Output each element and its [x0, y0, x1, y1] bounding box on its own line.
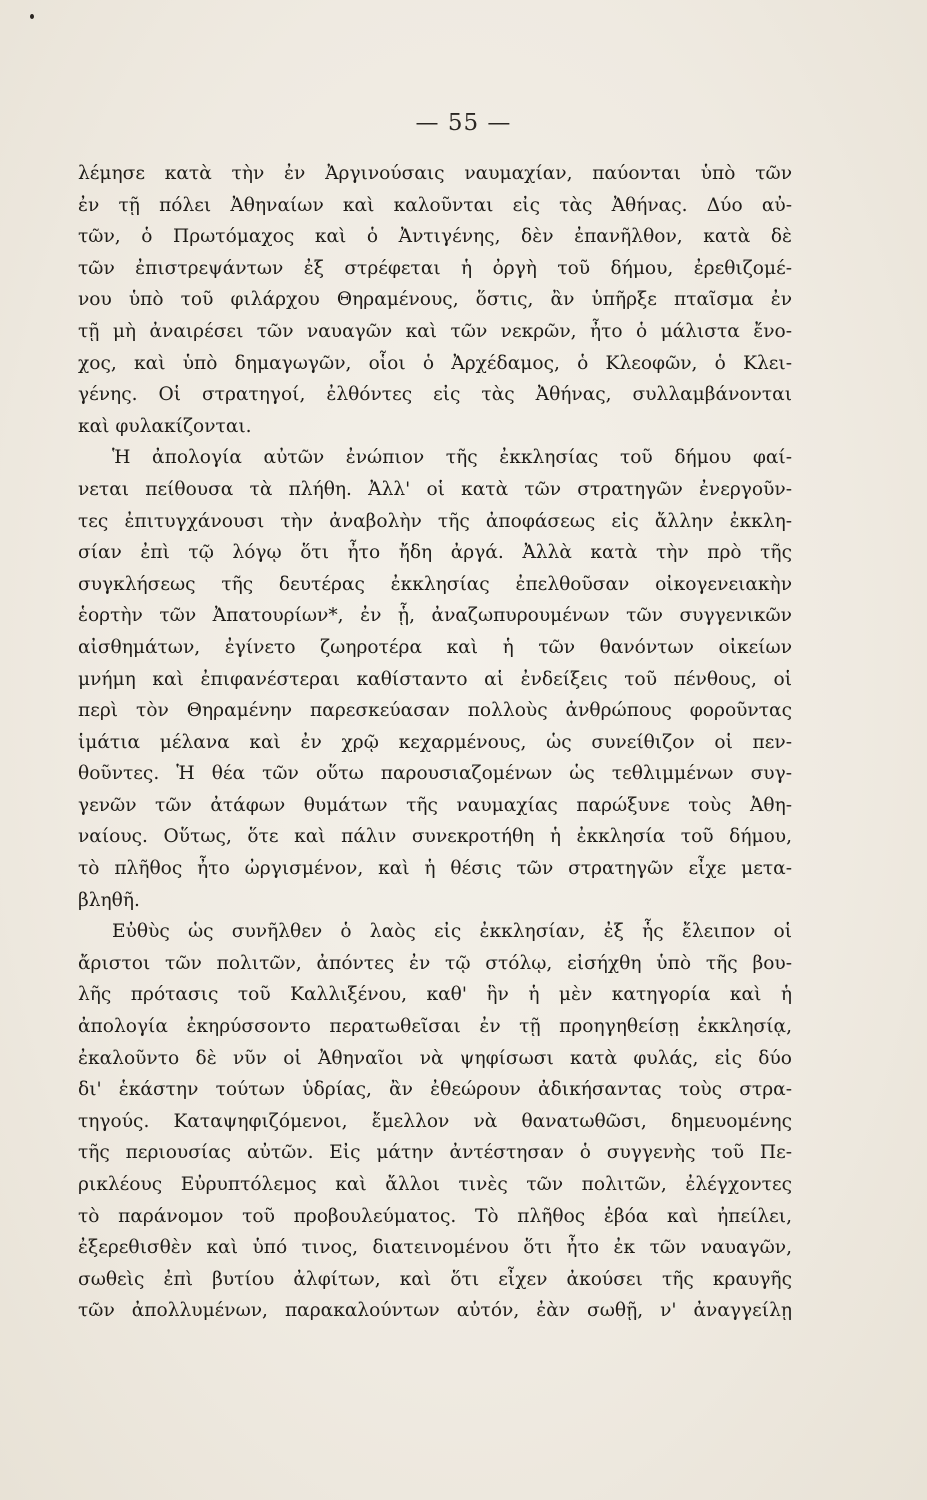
text-line: καὶ φυλακίζονται.: [78, 415, 252, 437]
text-line: ναίους. Οὕτως, ὅτε καὶ πάλιν συνεκροτήθη ἡ ἐκκλησία τοῦ δήμου,: [78, 826, 792, 848]
text-line: Εὐθὺς ὡς συνῆλθεν ὁ λαὸς εἰς ἐκκλησίαν, ἐξ ἧς ἔλειπον οἱ: [112, 921, 792, 943]
text-line: τες ἐπιτυγχάνουσι τὴν ἀναβολὴν τῆς ἀποφάσεως εἰς ἄλλην ἐκκλη-: [78, 510, 792, 532]
text-line: λέμησε κατὰ τὴν ἐν Ἀργινούσαις ναυμαχίαν, παύονται ὑπὸ τῶν: [78, 163, 792, 184]
text-line: γενῶν τῶν ἀτάφων θυμάτων τῆς ναυμαχίας παρώξυνε τοὺς Ἀθη-: [78, 794, 792, 816]
text-line: θοῦντες. Ἡ θέα τῶν οὕτω παρουσιαζομένων ὡς τεθλιμμένων συγ-: [78, 763, 792, 785]
text-line: Ἡ ἀπολογία αὐτῶν ἐνώπιον τῆς ἐκκλησίας τοῦ δήμου φαί-: [112, 447, 792, 469]
text-line: ἐκαλοῦντο δὲ νῦν οἱ Ἀθηναῖοι νὰ ψηφίσωσι κατὰ φυλάς, εἰς δύο: [78, 1047, 792, 1069]
text-line: τῶν ἐπιστρεψάντων ἐξ στρέφεται ἡ ὀργὴ τοῦ δήμου, ἐρεθιζομέ-: [78, 257, 792, 279]
page-number: — 55 —: [415, 110, 512, 136]
text-line: βληθῆ.: [78, 889, 140, 911]
text-line: τῶν, ὁ Πρωτόμαχος καὶ ὁ Ἀντιγένης, δὲν ἐπανῆλθον, κατὰ δὲ: [78, 226, 792, 248]
text-line: νεται πείθουσα τὰ πλήθη. Ἀλλ' οἱ κατὰ τῶν στρατηγῶν ἐνεργοῦν-: [78, 478, 792, 500]
text-line: τῆς περιουσίας αὐτῶν. Εἰς μάτην ἀντέστησαν ὁ συγγενὴς τοῦ Πε-: [78, 1142, 792, 1164]
text-line: νου ὑπὸ τοῦ φιλάρχου Θηραμένους, ὅστις, ἂν ὑπῆρξε πταῖσμα ἐν: [78, 289, 792, 311]
text-line: δι' ἑκάστην τούτων ὑδρίας, ἂν ἐθεώρουν ἀδικήσαντας τοὺς στρα-: [78, 1079, 792, 1101]
text-line: λῆς πρότασις τοῦ Καλλιξένου, καθ' ἣν ἡ μὲν κατηγορία καὶ ἡ: [78, 984, 792, 1006]
text-line: ρικλέους Εὐρυπτόλεμος καὶ ἄλλοι τινὲς τῶν πολιτῶν, ἐλέγχοντες: [78, 1174, 792, 1195]
text-line: ἱμάτια μέλανα καὶ ἐν χρῷ κεχαρμένους, ὡς συνείθιζον οἱ πεν-: [78, 731, 792, 753]
text-line: σωθεὶς ἐπὶ βυτίου ἀλφίτων, καὶ ὅτι εἶχεν ἀκούσει τῆς κραυγῆς: [78, 1268, 792, 1290]
text-line: γένης. Οἱ στρατηγοί, ἐλθόντες εἰς τὰς Ἀθήνας, συλλαμβάνονται: [78, 384, 792, 406]
text-line: σίαν ἐπὶ τῷ λόγῳ ὅτι ἦτο ἤδη ἀργά. Ἀλλὰ κατὰ τὴν πρὸ τῆς: [78, 542, 792, 564]
text-line: ἀπολογία ἐκηρύσσοντο περατωθεῖσαι ἐν τῇ προηγηθείσῃ ἐκκλησίᾳ,: [78, 1016, 792, 1038]
text-line: ἑορτὴν τῶν Ἀπατουρίων*, ἐν ᾗ, ἀναζωπυρουμένων τῶν συγγενικῶν: [78, 605, 792, 627]
text-line: ἐξερεθισθὲν καὶ ὑπό τινος, διατεινομένου ὅτι ἦτο ἐκ τῶν ναυαγῶν,: [78, 1237, 792, 1259]
text-line: ἐν τῇ πόλει Ἀθηναίων καὶ καλοῦνται εἰς τὰς Ἀθήνας. Δύο αὐ-: [78, 194, 792, 216]
text-line: περὶ τὸν Θηραμένην παρεσκεύασαν πολλοὺς ἀνθρώπους φοροῦντας: [78, 700, 792, 722]
text-line: τὸ παράνομον τοῦ προβουλεύματος. Τὸ πλῆθος ἐβόα καὶ ἠπείλει,: [78, 1205, 792, 1227]
text-line: τῇ μὴ ἀναιρέσει τῶν ναυαγῶν καὶ τῶν νεκρῶν, ἦτο ὁ μάλιστα ἔνο-: [78, 320, 792, 342]
text-line: συγκλήσεως τῆς δευτέρας ἐκκλησίας ἐπελθοῦσαν οἰκογενειακὴν: [78, 573, 792, 595]
text-line: αἰσθημάτων, ἐγίνετο ζωηροτέρα καὶ ἡ τῶν θανόντων οἰκείων: [78, 636, 792, 658]
text-line: χος, καὶ ὑπὸ δημαγωγῶν, οἷοι ὁ Ἀρχέδαμος, ὁ Κλεοφῶν, ὁ Κλει-: [78, 352, 792, 374]
body-text: [78, 158, 792, 1327]
text-line: μνήμη καὶ ἐπιφανέστεραι καθίσταντο αἱ ἐνδείξεις τοῦ πένθους, οἱ: [78, 668, 792, 690]
ink-speck: [30, 14, 34, 19]
text-line: τῶν ἀπολλυμένων, παρακαλούντων αὐτόν, ἐὰν σωθῇ, ν' ἀναγγείλῃ: [78, 1300, 792, 1322]
text-line: ἄριστοι τῶν πολιτῶν, ἀπόντες ἐν τῷ στόλῳ, εἰσήχθη ὑπὸ τῆς βου-: [78, 952, 792, 974]
text-line: τηγούς. Καταψηφιζόμενοι, ἔμελλον νὰ θανατωθῶσι, δημευομένης: [78, 1110, 792, 1132]
text-line: τὸ πλῆθος ἦτο ὠργισμένον, καὶ ἡ θέσις τῶν στρατηγῶν εἶχε μετα-: [78, 858, 792, 880]
